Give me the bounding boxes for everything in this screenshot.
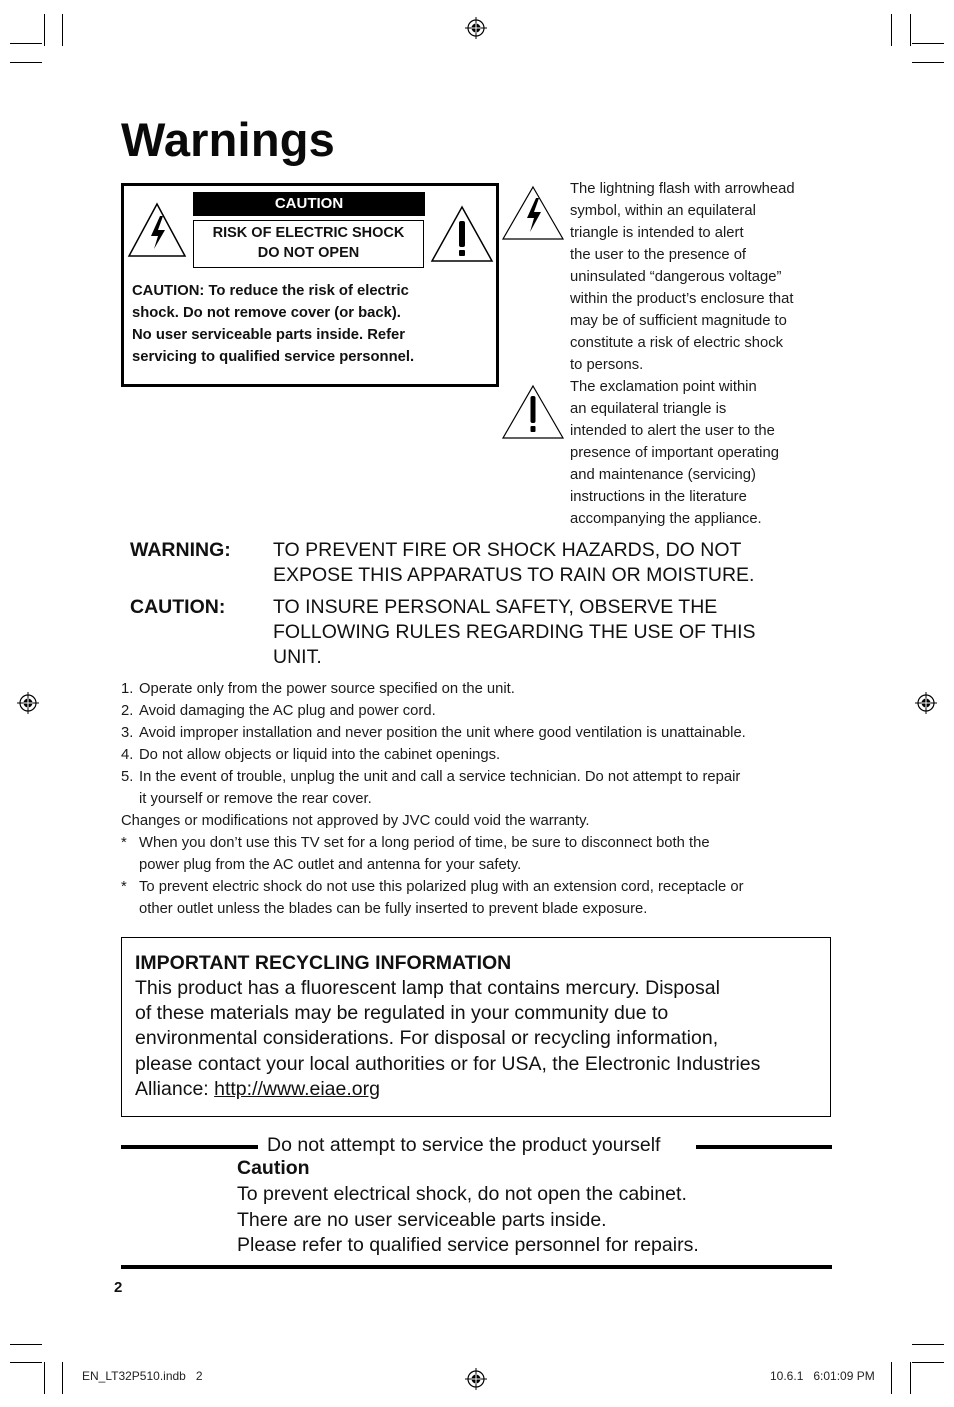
exclamation-explanation xyxy=(570,376,840,530)
star-note xyxy=(121,876,841,898)
explanation-line: to persons. xyxy=(570,357,644,373)
list-item xyxy=(121,766,841,788)
explanation-line: accompanying the appliance. xyxy=(570,511,762,527)
service-body xyxy=(237,1182,837,1259)
recycling-line: of these materials may be regulated in your community due to xyxy=(135,1002,669,1025)
list-text: In the event of trouble, unplug the unit and call a service technician. Do not attempt to repair xyxy=(139,769,741,785)
caution-label-text xyxy=(132,280,477,368)
warning-line: TO PREVENT FIRE OR SHOCK HAZARDS, DO NOT xyxy=(273,539,742,561)
caution-line: UNIT. xyxy=(273,646,322,668)
list-item xyxy=(121,722,841,744)
changes-note xyxy=(121,810,841,832)
service-rule-left xyxy=(121,1145,258,1149)
note-text: Changes or modifications not approved by JVC could void the warranty. xyxy=(121,813,590,829)
registration-mark-icon xyxy=(17,692,39,714)
note-marker: * xyxy=(121,879,127,895)
star-note xyxy=(121,832,841,854)
safety-rules-list xyxy=(121,678,841,920)
explanation-line: The exclamation point within xyxy=(570,379,757,395)
explanation-line: triangle is intended to alert xyxy=(570,225,744,241)
list-item xyxy=(121,744,841,766)
list-number: 5. xyxy=(121,769,134,785)
list-number: 3. xyxy=(121,725,134,741)
registration-mark-icon xyxy=(465,17,487,39)
list-text: it yourself or remove the rear cover. xyxy=(139,791,372,807)
lightning-explanation xyxy=(570,178,840,376)
explanation-line: uninsulated “dangerous voltage” xyxy=(570,269,782,285)
recycling-line: This product has a fluorescent lamp that contains mercury. Disposal xyxy=(135,977,720,999)
list-number: 2. xyxy=(121,703,134,719)
recycling-line xyxy=(135,1077,825,1102)
risk-line: RISK OF ELECTRIC SHOCK xyxy=(212,225,405,241)
list-number xyxy=(121,788,139,810)
explanation-line: an equilateral triangle is xyxy=(570,401,727,417)
print-slug-filename: EN_LT32P510.indb 2 xyxy=(82,1369,203,1383)
warning-statement xyxy=(130,538,830,590)
note-marker: * xyxy=(121,835,127,851)
warning-label: WARNING: xyxy=(130,539,231,561)
service-line-text: To prevent electrical shock, do not open the cabinet. xyxy=(237,1183,687,1205)
registration-mark-icon xyxy=(465,1368,487,1390)
list-number: 1. xyxy=(121,681,134,697)
caution-label: CAUTION: xyxy=(130,596,226,618)
caution-text xyxy=(273,595,813,670)
list-item xyxy=(121,788,841,810)
service-rule-right xyxy=(696,1145,832,1149)
exclamation-triangle-icon xyxy=(430,205,494,263)
caution-line: FOLLOWING RULES REGARDING THE USE OF THIS xyxy=(273,621,756,643)
registration-mark-icon xyxy=(915,692,937,714)
note-text: When you don’t use this TV set for a long period of time, be sure to disconnect both the xyxy=(139,835,710,851)
explanation-line: constitute a risk of electric shock xyxy=(570,335,783,351)
print-slug-timestamp: 10.6.1 6:01:09 PM xyxy=(770,1369,875,1383)
explanation-line: the user to the presence of xyxy=(570,247,747,263)
explanation-line: instructions in the literature xyxy=(570,489,747,505)
service-caution-title: Caution xyxy=(237,1157,310,1179)
note-text: other outlet unless the blades can be fully inserted to prevent blade exposure. xyxy=(139,901,648,917)
page-number: 2 xyxy=(114,1279,123,1296)
eiae-link[interactable]: http://www.eiae.org xyxy=(214,1077,380,1100)
list-text: Avoid damaging the AC plug and power cord. xyxy=(139,703,436,719)
bottom-rule xyxy=(121,1265,832,1269)
list-text: Operate only from the power source specified on the unit. xyxy=(139,681,515,697)
service-line-text: There are no user serviceable parts inside. xyxy=(237,1208,607,1231)
star-note-cont xyxy=(121,854,841,876)
explanation-line: presence of important operating xyxy=(570,445,779,461)
caution-text-line: No user serviceable parts inside. Refer xyxy=(132,327,406,343)
explanation-line: within the product’s enclosure that xyxy=(570,291,794,307)
caution-text-line: CAUTION: To reduce the risk of electric xyxy=(132,283,409,299)
recycling-body xyxy=(135,976,825,1102)
explanation-line: symbol, within an equilateral xyxy=(570,203,756,219)
recycling-prefix: Alliance: xyxy=(135,1077,215,1100)
note-text: To prevent electric shock do not use this polarized plug with an extension cord, receptacle or xyxy=(139,879,744,895)
caution-statement xyxy=(130,595,830,673)
warning-text xyxy=(273,538,813,588)
caution-text-line: shock. Do not remove cover (or back). xyxy=(132,305,401,321)
exclamation-triangle-icon xyxy=(501,384,565,440)
caution-text-line: servicing to qualified service personnel. xyxy=(132,349,415,365)
recycling-line: please contact your local authorities or for USA, the Electronic Industries xyxy=(135,1052,761,1075)
explanation-line: intended to alert the user to the xyxy=(570,423,775,439)
warning-line: EXPOSE THIS APPARATUS TO RAIN OR MOISTURE. xyxy=(273,564,755,586)
risk-line: DO NOT OPEN xyxy=(257,245,360,261)
risk-of-shock-label xyxy=(193,220,424,268)
list-text: Do not allow objects or liquid into the cabinet openings. xyxy=(139,747,501,763)
list-item xyxy=(121,700,841,722)
list-number: 4. xyxy=(121,747,134,763)
list-item xyxy=(121,678,841,700)
caution-header: CAUTION xyxy=(193,192,425,216)
service-heading: Do not attempt to service the product yourself xyxy=(267,1134,661,1156)
page-title: Warnings xyxy=(121,113,335,166)
lightning-triangle-icon xyxy=(127,202,187,258)
star-note-cont xyxy=(121,898,841,920)
explanation-line: The lightning flash with arrowhead xyxy=(570,181,795,197)
recycling-line: environmental considerations. For disposal or recycling information, xyxy=(135,1027,719,1050)
lightning-triangle-icon xyxy=(501,185,565,241)
explanation-line: and maintenance (servicing) xyxy=(570,467,756,483)
note-text: power plug from the AC outlet and antenna for your safety. xyxy=(139,857,522,873)
explanation-line: may be of sufficient magnitude to xyxy=(570,313,787,329)
caution-line: TO INSURE PERSONAL SAFETY, OBSERVE THE xyxy=(273,596,718,618)
recycling-title: IMPORTANT RECYCLING INFORMATION xyxy=(135,952,512,974)
service-line-text: Please refer to qualified service personnel for repairs. xyxy=(237,1234,699,1256)
list-text: Avoid improper installation and never position the unit where good ventilation is unattainable. xyxy=(139,725,746,741)
